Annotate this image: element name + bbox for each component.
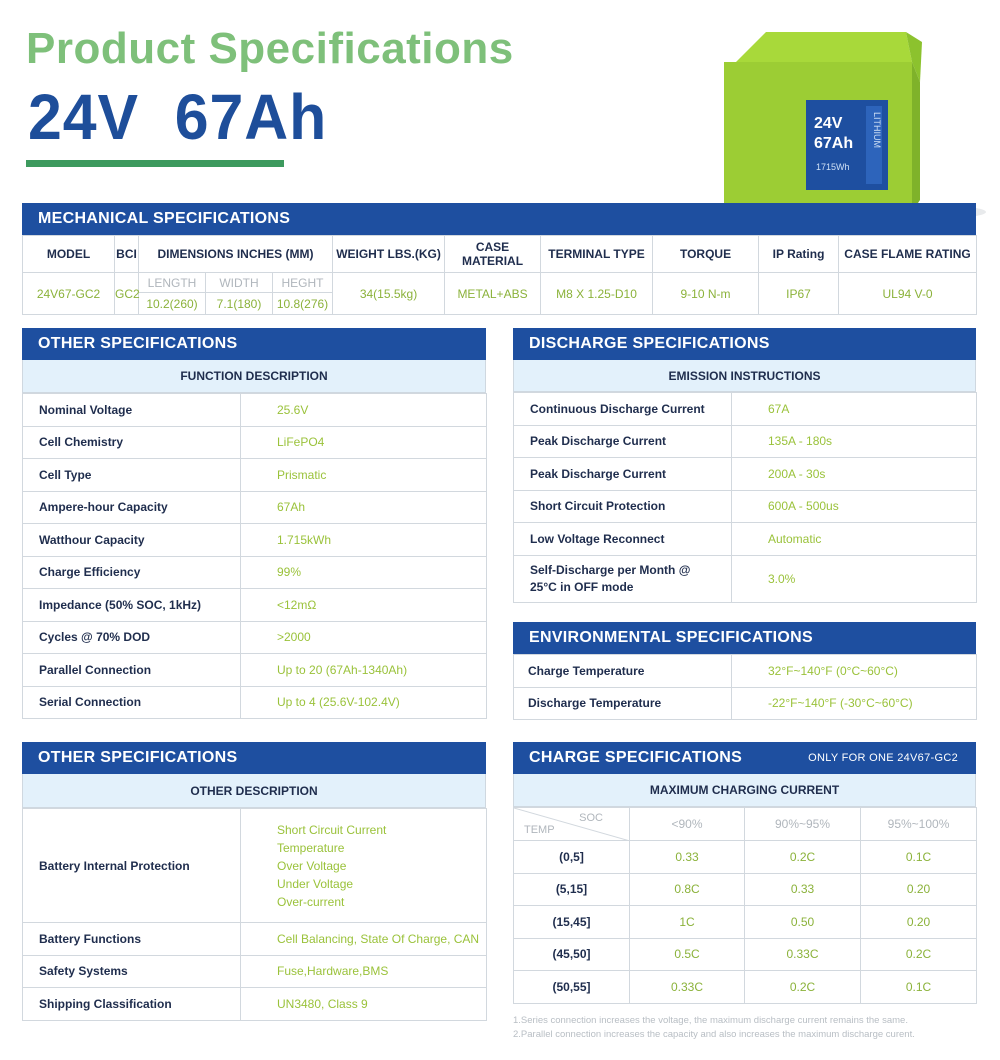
mechanical-heading: MECHANICAL SPECIFICATIONS — [22, 203, 976, 235]
charge-table — [513, 807, 977, 1004]
spec-key: Discharge Temperature — [514, 687, 732, 720]
charge-heading: CHARGE SPECIFICATIONS — [529, 749, 743, 766]
charge-cell: 0.2C — [861, 938, 977, 971]
spec-key: Peak Discharge Current — [514, 458, 732, 491]
spec-value: >2000 — [241, 621, 487, 654]
ip-value: IP67 — [759, 273, 839, 315]
spec-value: 32°F~140°F (0°C~60°C) — [732, 655, 977, 688]
terminal-value: M8 X 1.25-D10 — [541, 273, 653, 315]
col-torque: TORQUE — [653, 236, 759, 273]
other-specs-2-table — [22, 808, 487, 1021]
discharge-table — [513, 392, 977, 603]
headline-underline — [26, 160, 284, 167]
spec-key: Cell Chemistry — [23, 426, 241, 459]
height-label: HEGHT — [273, 273, 333, 293]
spec-value: 1.715kWh — [241, 524, 487, 557]
charge-cell: 0.1C — [861, 841, 977, 874]
soc-col: 90%~95% — [745, 808, 861, 841]
charge-cell: 0.33 — [630, 841, 745, 874]
page-title: Product Specifications — [26, 24, 514, 73]
charge-cell: 0.33C — [630, 971, 745, 1004]
width-label: WIDTH — [206, 273, 273, 293]
spec-value: Prismatic — [241, 459, 487, 492]
col-ip: IP Rating — [759, 236, 839, 273]
soc-col: <90% — [630, 808, 745, 841]
max-charging-current-subheading: MAXIMUM CHARGING CURRENT — [513, 774, 976, 807]
footnote: 2.Parallel connection increases the capacity and also increases the maximum discharge curent. — [513, 1029, 915, 1040]
col-dimensions: DIMENSIONS INCHES (MM) — [139, 236, 333, 273]
spec-value: Up to 20 (67Ah-1340Ah) — [241, 654, 487, 687]
protection-item: Short Circuit Current — [277, 822, 387, 837]
footnotes — [513, 1014, 983, 1042]
battery-label-voltage: 24V — [814, 115, 843, 132]
temp-range: (15,45] — [514, 906, 630, 939]
spec-key: Impedance (50% SOC, 1kHz) — [23, 589, 241, 622]
temp-range: (0,5] — [514, 841, 630, 874]
col-terminal: TERMINAL TYPE — [541, 236, 653, 273]
spec-key: Safety Systems — [23, 955, 241, 988]
environmental-heading: ENVIRONMENTAL SPECIFICATIONS — [513, 622, 976, 654]
charge-note: ONLY FOR ONE 24V67-GC2 — [808, 752, 958, 764]
col-model: MODEL — [23, 236, 115, 273]
col-case-material: CASE MATERIAL — [445, 236, 541, 273]
battery-product-image — [716, 22, 1000, 222]
protection-item: Over Voltage — [277, 858, 347, 873]
charge-cell: 0.50 — [745, 906, 861, 939]
height-value: 10.8(276) — [273, 293, 333, 315]
spec-key: Self-Discharge per Month @ 25°C in OFF mode — [514, 555, 732, 602]
col-bci: BCI — [115, 236, 139, 273]
protection-item: Under Voltage — [277, 876, 354, 891]
temp-range: (50,55] — [514, 971, 630, 1004]
spec-key: Battery Functions — [23, 923, 241, 956]
spec-value: Automatic — [732, 523, 977, 556]
col-flame: CASE FLAME RATING — [839, 236, 977, 273]
spec-key: Cycles @ 70% DOD — [23, 621, 241, 654]
other-specs-heading: OTHER SPECIFICATIONS — [22, 328, 486, 360]
corner-temp: TEMP — [524, 824, 555, 836]
model-headline: 24V 67Ah — [28, 81, 328, 153]
spec-value: Up to 4 (25.6V-102.4V) — [241, 686, 487, 719]
spec-value: 200A - 30s — [732, 458, 977, 491]
model-value: 24V67-GC2 — [23, 273, 115, 315]
spec-key: Ampere-hour Capacity — [23, 491, 241, 524]
charge-cell: 0.20 — [861, 906, 977, 939]
case-material-value: METAL+ABS — [445, 273, 541, 315]
spec-value: 67Ah — [241, 491, 487, 524]
width-value: 7.1(180) — [206, 293, 273, 315]
charge-cell: 0.20 — [861, 873, 977, 906]
other-specs-2-heading: OTHER SPECIFICATIONS — [22, 742, 486, 774]
spec-value: <12mΩ — [241, 589, 487, 622]
spec-value: 3.0% — [732, 555, 977, 602]
spec-value: 99% — [241, 556, 487, 589]
charge-heading-bar — [513, 742, 976, 774]
spec-key: Low Voltage Reconnect — [514, 523, 732, 556]
length-label: LENGTH — [139, 273, 206, 293]
charge-cell: 0.2C — [745, 841, 861, 874]
spec-value: 135A - 180s — [732, 425, 977, 458]
spec-key: Shipping Classification — [23, 988, 241, 1021]
spec-key: Peak Discharge Current — [514, 425, 732, 458]
spec-value: LiFePO4 — [241, 426, 487, 459]
bci-value: GC2 — [115, 273, 139, 315]
spec-key: Battery Internal Protection — [23, 809, 241, 923]
flame-value: UL94 V-0 — [839, 273, 977, 315]
function-description-subheading: FUNCTION DESCRIPTION — [22, 360, 486, 393]
spec-key: Charge Efficiency — [23, 556, 241, 589]
charge-cell: 0.2C — [745, 971, 861, 1004]
temp-range: (5,15] — [514, 873, 630, 906]
environmental-table — [513, 654, 977, 720]
spec-key: Continuous Discharge Current — [514, 393, 732, 426]
charge-cell: 0.5C — [630, 938, 745, 971]
spec-value: 25.6V — [241, 394, 487, 427]
charge-cell: 0.1C — [861, 971, 977, 1004]
spec-value: 67A — [732, 393, 977, 426]
spec-key: Watthour Capacity — [23, 524, 241, 557]
emission-instructions-subheading: EMISSION INSTRUCTIONS — [513, 360, 976, 392]
col-weight: WEIGHT LBS.(KG) — [333, 236, 445, 273]
spec-key: Cell Type — [23, 459, 241, 492]
charge-cell: 0.8C — [630, 873, 745, 906]
mechanical-table — [22, 235, 977, 315]
length-value: 10.2(260) — [139, 293, 206, 315]
spec-value: Fuse,Hardware,BMS — [241, 955, 487, 988]
battery-label-brand: LITHIUM — [872, 112, 882, 148]
weight-value: 34(15.5kg) — [333, 273, 445, 315]
discharge-heading: DISCHARGE SPECIFICATIONS — [513, 328, 976, 360]
spec-key: Parallel Connection — [23, 654, 241, 687]
charge-cell: 1C — [630, 906, 745, 939]
temp-range: (45,50] — [514, 938, 630, 971]
other-description-subheading: OTHER DESCRIPTION — [22, 774, 486, 808]
protection-item: Over-current — [277, 894, 345, 909]
spec-key: Short Circuit Protection — [514, 490, 732, 523]
battery-label-energy: 1715Wh — [816, 162, 850, 172]
protection-list — [241, 809, 487, 923]
spec-value: 600A - 500us — [732, 490, 977, 523]
corner-cell — [514, 808, 630, 841]
protection-item: Temperature — [277, 840, 345, 855]
soc-col: 95%~100% — [861, 808, 977, 841]
spec-value: -22°F~140°F (-30°C~60°C) — [732, 687, 977, 720]
spec-value: UN3480, Class 9 — [241, 988, 487, 1021]
footnote: 1.Series connection increases the voltage, the maximum discharge current remains the same. — [513, 1015, 908, 1026]
spec-value: Cell Balancing, State Of Charge, CAN — [241, 923, 487, 956]
torque-value: 9-10 N-m — [653, 273, 759, 315]
spec-key: Nominal Voltage — [23, 394, 241, 427]
spec-key: Serial Connection — [23, 686, 241, 719]
other-specs-table — [22, 393, 487, 719]
spec-key: Charge Temperature — [514, 655, 732, 688]
battery-label-capacity: 67Ah — [814, 135, 854, 152]
charge-cell: 0.33 — [745, 873, 861, 906]
corner-soc: SOC — [579, 812, 603, 824]
charge-cell: 0.33C — [745, 938, 861, 971]
